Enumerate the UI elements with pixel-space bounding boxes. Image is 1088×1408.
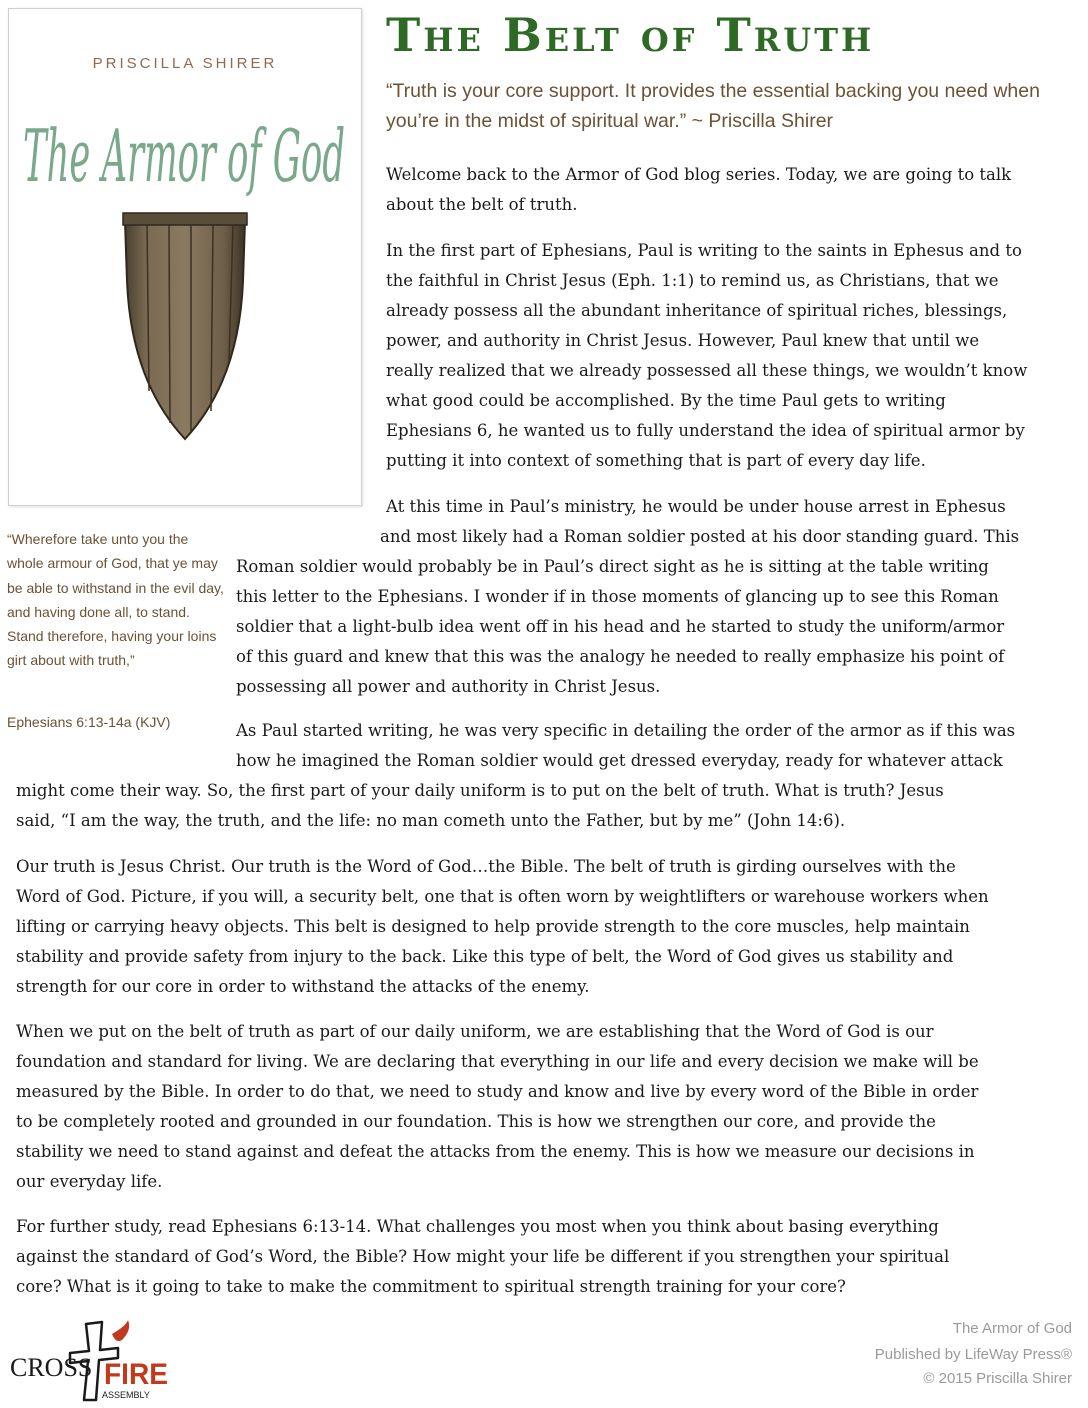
- text-line: In the first part of Ephesians, Paul is writing to the saints in Ephesus and to: [386, 241, 1022, 260]
- credit-publisher: Published by LifeWay Press®: [874, 1346, 1072, 1363]
- side-verse-quote: “Wherefore take unto you the whole armour of God, that ye may be able to withstand in the evil day, and having done all, to stand. Stand therefore, having your loins girt about with truth,”: [7, 531, 224, 669]
- text-line: our everyday life.: [16, 1172, 163, 1191]
- text-line: this letter to the Ephesians. I wonder if in those moments of glancing up to see this Roman: [236, 587, 999, 606]
- text-line: Welcome back to the Armor of God blog series. Today, we are going to talk: [386, 165, 1012, 184]
- svg-text:CROSS: CROSS: [10, 1353, 93, 1382]
- text-line: putting it into context of something that is part of every day life.: [386, 451, 926, 470]
- text-line: Ephesians 6, he wanted us to fully understand the idea of spiritual armor by: [386, 421, 1025, 440]
- text-line: soldier that a light-bulb idea went off in his head and he started to study the uniform/armor: [236, 617, 1005, 636]
- paragraph-ephesians-intro: [386, 236, 1027, 476]
- text-line: power, and authority in Christ Jesus. However, Paul knew that until we: [386, 331, 980, 350]
- text-line: When we put on the belt of truth as part of our daily uniform, we are establishing that the Word of God is our: [16, 1022, 934, 1041]
- svg-text:ASSEMBLY: ASSEMBLY: [102, 1390, 150, 1400]
- page-title: The Belt of Truth: [386, 8, 875, 62]
- text-line: Word of God. Picture, if you will, a security belt, one that is often worn by weightlifters or warehouse workers when: [16, 887, 989, 906]
- svg-text:FIRE: FIRE: [104, 1358, 168, 1391]
- text-line: might come their way. So, the first part of your daily uniform is to put on the belt of truth. What is truth? Jesus: [16, 781, 944, 800]
- credit-copyright: © 2015 Priscilla Shirer: [923, 1370, 1072, 1387]
- paragraph-further-study: [16, 1212, 949, 1302]
- text-line: possessing all power and authority in Christ Jesus.: [236, 677, 661, 696]
- text-line: the faithful in Christ Jesus (Eph. 1:1) to remind us, as Christians, that we: [386, 271, 999, 290]
- text-line: how he imagined the Roman soldier would get dressed everyday, ready for whatever attack: [236, 751, 1003, 770]
- text-line: what good could be accomplished. By the time Paul gets to writing: [386, 391, 946, 410]
- crossfire-assembly-logo: [8, 1320, 174, 1402]
- svg-text:The Armor of God: The Armor of God: [23, 114, 345, 198]
- text-line: against the standard of God’s Word, the Bible? How might your life be different if you strengthen your spiritual: [16, 1247, 950, 1266]
- text-line: to be completely rooted and grounded in our foundation. This is how we strengthen our core, and provide the: [16, 1112, 936, 1131]
- text-line: strength for our core in order to withstand the attacks of the enemy.: [16, 977, 590, 996]
- text-line: As Paul started writing, he was very specific in detailing the order of the armor as if this was: [236, 721, 1016, 740]
- shield-icon: [121, 211, 249, 441]
- text-line: Our truth is Jesus Christ. Our truth is the Word of God…the Bible. The belt of truth is girding ourselves with the: [16, 857, 956, 876]
- intro-quote: “Truth is your core support. It provides the essential backing you need when you’re in the midst of spiritual war.” ~ Priscilla Shirer: [386, 80, 1040, 132]
- book-cover: [8, 8, 362, 506]
- cover-author: PRISCILLA SHIRER: [92, 55, 278, 72]
- text-line: Roman soldier would probably be in Paul’s direct sight as he is sitting at the table writing: [236, 557, 989, 576]
- paragraph-welcome: [386, 160, 1011, 220]
- paragraph-our-truth: [16, 852, 989, 1002]
- text-line: and most likely had a Roman soldier posted at his door standing guard. This: [380, 527, 1020, 546]
- text-line: about the belt of truth.: [386, 195, 578, 214]
- side-verse-reference: Ephesians 6:13-14a (KJV): [7, 714, 171, 730]
- text-line: already possess all the abundant inheritance of spiritual riches, blessings,: [386, 301, 1008, 320]
- paragraph-roman-soldier: [236, 492, 1019, 702]
- text-line: For further study, read Ephesians 6:13-14. What challenges you most when you think about basing everything: [16, 1217, 939, 1236]
- text-line: stability we need to stand against and defeat the attacks from the enemy. This is how we measure our decisions in: [16, 1142, 975, 1161]
- text-line: core? What is it going to take to make the commitment to spiritual strength training for your core?: [16, 1277, 846, 1296]
- credit-book-title: The Armor of God: [952, 1320, 1072, 1337]
- paragraph-order-of-armor: [16, 716, 1015, 836]
- text-line: measured by the Bible. In order to do that, we need to study and know and live by every word of the Bible in order: [16, 1082, 979, 1101]
- text-line: stability and provide safety from injury to the back. Like this type of belt, the Word of God gives us stability and: [16, 947, 954, 966]
- text-line: At this time in Paul’s ministry, he would be under house arrest in Ephesus: [386, 497, 1006, 516]
- paragraph-daily-uniform: [16, 1017, 979, 1197]
- text-line: of this guard and knew that this was the analogy he needed to really emphasize his point of: [236, 647, 1005, 666]
- text-line: foundation and standard for living. We are declaring that everything in our life and every decision we make will be: [16, 1052, 979, 1071]
- text-line: really realized that we already possessed all these things, we wouldn’t know: [386, 361, 1028, 380]
- text-line: said, “I am the way, the truth, and the life: no man cometh unto the Father, but by me” (John 14:6).: [16, 811, 846, 830]
- text-line: lifting or carrying heavy objects. This belt is designed to help provide strength to the core muscles, help maintain: [16, 917, 970, 936]
- cover-title-script: [17, 89, 353, 209]
